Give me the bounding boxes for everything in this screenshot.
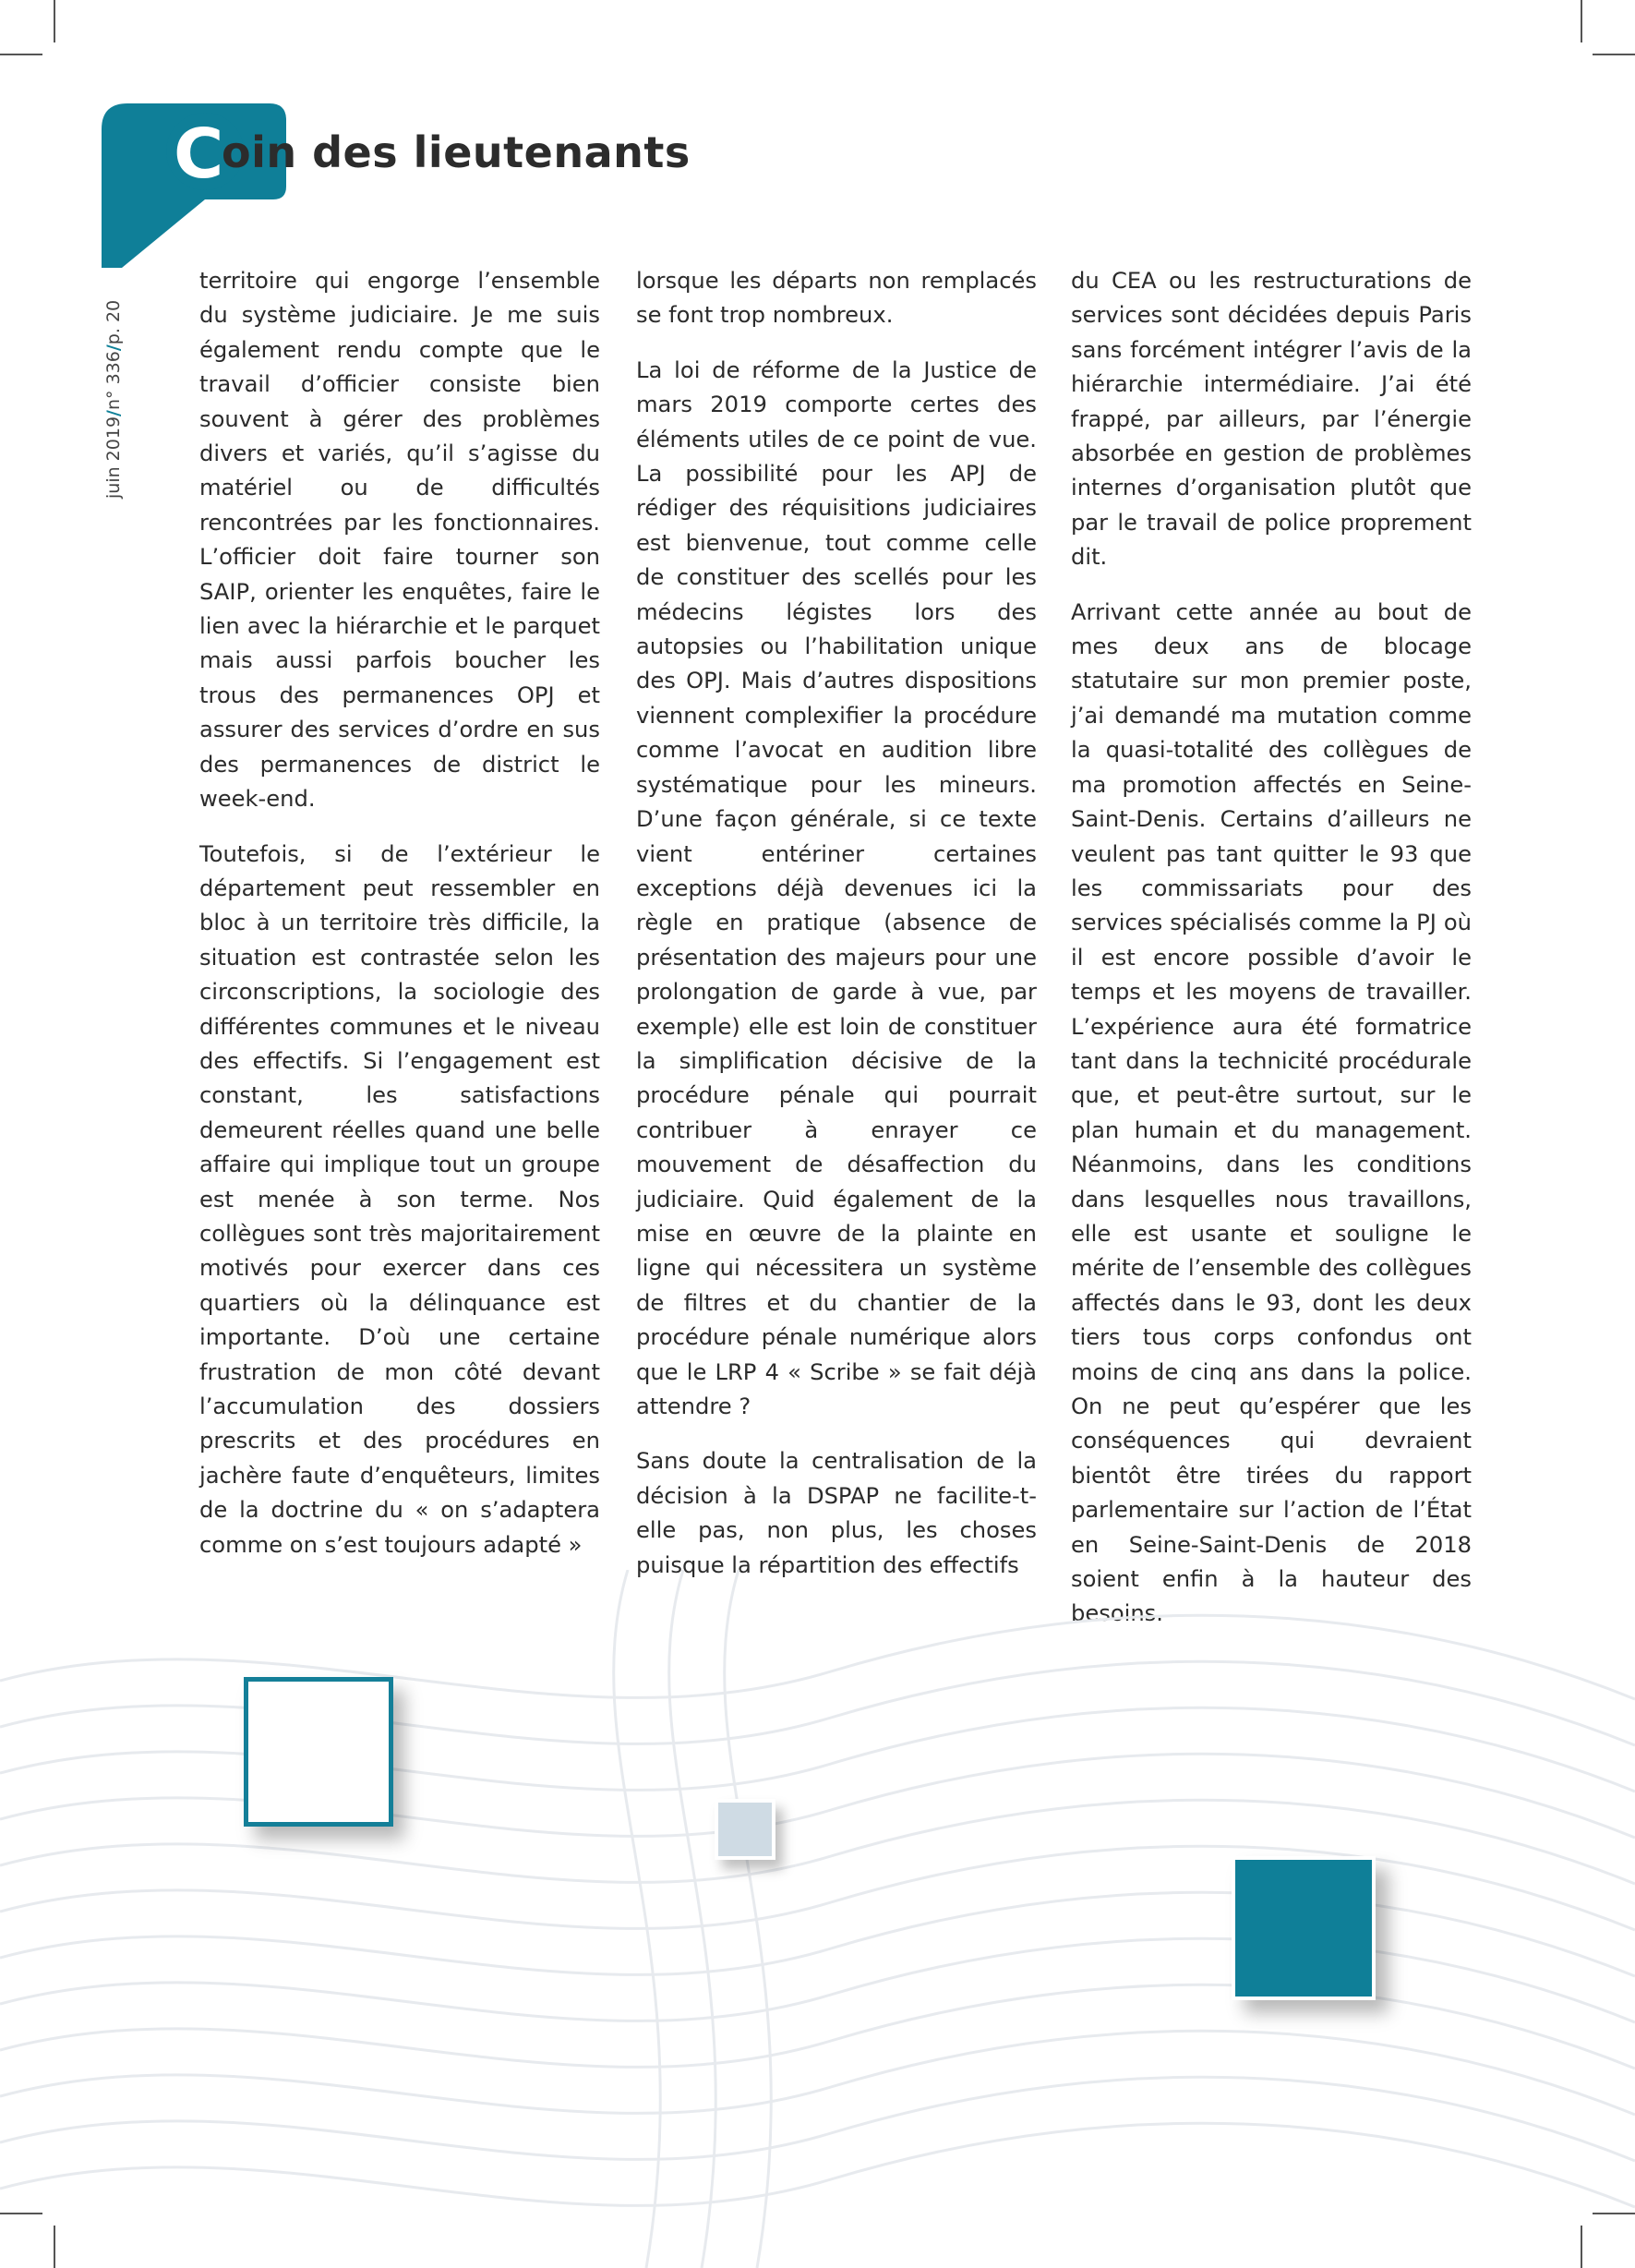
text-column-3 xyxy=(1071,264,1472,1652)
issue-reference xyxy=(103,300,124,499)
paragraph: Toutefois, si de l’extérieur le département peut ressembler en bloc à un territoire très difficile, la situation est contrastée selon les circonscriptions, la sociologie des différentes communes et le niveau des effectifs. Si l’engagement est constant, les satisfactions demeurent réelles quand une belle affaire qui implique tout un groupe est menée à son terme. Nos collègues sont très majoritairement motivés pour exercer dans ces quartiers où la délinquance est importante. D’où une certaine frustration de mon côté devant l’accumulation des dossiers prescrits et des procédures en jachère faute d’enquêteurs, limites de la doctrine du « on s’adaptera comme on s’est toujours adapté » xyxy=(199,840,600,1558)
crop-mark-top-right-v xyxy=(1581,0,1582,42)
issue-number: n° 336 xyxy=(103,351,124,410)
issue-date: juin 2019 xyxy=(103,416,124,499)
decorative-square-outline xyxy=(244,1677,393,1827)
title-text: oin des lieutenants xyxy=(222,127,691,177)
paragraph: lorsque les départs non remplacés se font trop nombreux. xyxy=(636,268,1037,329)
paragraph: La loi de réforme de la Justice de mars 2019 comporte certes des éléments utiles de ce point de vue. La possibilité pour les APJ de rédiger des réquisitions judiciaires est bienvenue, tout comme celle de constituer des scellés pour les médecins légistes lors des autopsies ou l’habilitation unique des OPJ. Mais d’autres dispositions viennent complexifier la procédure comme l’avocat en audition libre systématique pour les mineurs. D’une façon générale, si ce texte vient entériner certaines exceptions déjà devenues ici la règle en pratique (absence de présentation des majeurs pour une prolongation de garde à vue, par exemple) elle est loin de constituer la simplification décisive de la procédure pénale qui pourrait contribuer à enrayer ce mouvement de désaffection du judiciaire. Quid également de la mise en œuvre de la plainte en ligne qui nécessitera un système de filtres et du chantier de la procédure pénale numérique alors que le LRP 4 « Scribe » se fait déjà attendre ? xyxy=(636,356,1037,1419)
decorative-square-filled xyxy=(1232,1856,1376,2000)
title-initial: C xyxy=(174,115,224,194)
crop-mark-top-left-v xyxy=(54,0,55,42)
crop-mark-top-right-h xyxy=(1593,54,1635,55)
separator: / xyxy=(103,344,124,352)
paragraph: Sans doute la centralisation de la décision à la DSPAP ne facilite-t-elle pas, non plus, les choses puisque la répartition des effectifs xyxy=(636,1448,1037,1578)
decorative-square-small xyxy=(715,1799,775,1860)
text-column-2 xyxy=(636,264,1037,1603)
page-number: p. 20 xyxy=(103,299,124,345)
crop-mark-top-left-h xyxy=(0,54,42,55)
page-title xyxy=(174,115,691,194)
paragraph: Arrivant cette année au bout de mes deux ans de blocage statutaire sur mon premier poste, j’ai demandé ma mutation comme la quasi-totalité des collègues de ma promotion affectés en Seine-Saint-Denis. Certains d’ailleurs ne veulent pas tant quitter le 93 que les commissariats pour des services spécialisés comme la PJ où il est encore possible d’avoir le temps et les moyens de travailler. L’expérience aura été formatrice tant dans la technicité procédurale que, et peut-être surtout, sur le plan humain et du management. Néanmoins, dans les conditions dans lesquelles nous travaillons, elle est usante et souligne le mérite de l’ensemble des collègues affectés dans le 93, dont les deux tiers tous corps confondus ont moins de cinq ans dans la police. On ne peut qu’espérer que les conséquences qui devraient bientôt être tirées du rapport parlementaire sur l’action de l’État en Seine-Saint-Denis de 2018 soient enfin à la hauteur des besoins. xyxy=(1071,598,1472,1627)
separator: / xyxy=(103,410,124,416)
paragraph: du CEA ou les restructurations de services sont décidées depuis Paris sans forcément intégrer l’avis de la hiérarchie intermédiaire. J’ai été frappé, par ailleurs, par l’énergie absorbée en gestion de problèmes internes d’organisation plutôt que par le travail de police proprement dit. xyxy=(1071,268,1472,571)
article-body xyxy=(199,264,1472,1627)
paragraph: territoire qui engorge l’ensemble du système judiciaire. Je me suis également rendu compte que le travail d’officier consiste bien souvent à gérer des problèmes divers et variés, qu’il s’agisse du matériel ou de difficultés rencontrées par les fonctionnaires. L’officier doit faire tourner son SAIP, orienter les enquêtes, faire le lien avec la hiérarchie et le parquet mais aussi parfois boucher les trous des permanences OPJ et assurer des services d’ordre en sus des permanences de district le week-end. xyxy=(199,268,600,813)
wave-pattern-background xyxy=(0,1570,1635,2268)
text-column-1 xyxy=(199,264,600,1583)
